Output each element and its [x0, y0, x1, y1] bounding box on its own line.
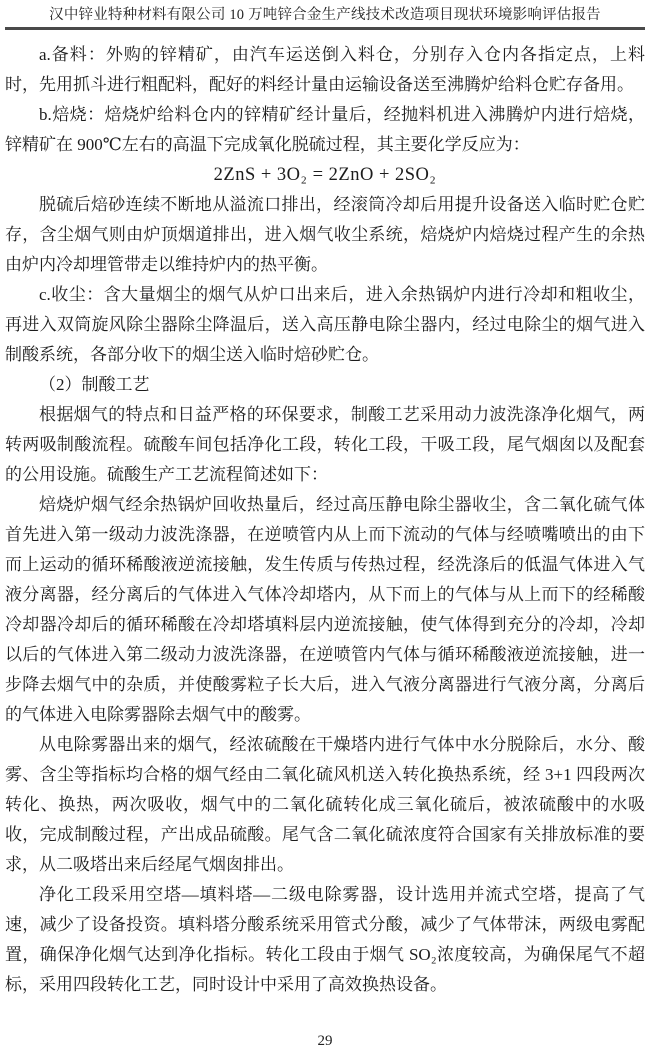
- paragraph-b-roasting: b.焙烧：焙烧炉给料仓内的锌精矿经计量后，经抛料机进入沸腾炉内进行焙烧，锌精矿在 900℃左右的高温下完成氧化脱硫过程，其主要化学反应为：: [5, 105, 645, 154]
- chemical-equation: 2ZnS + 3O₂ = 2ZnO + 2SO₂: [213, 165, 437, 185]
- paragraph-a-material-preparation: a.备料：外购的锌精矿，由汽车运送倒入料仓，分别存入仓内各指定点，上料时，先用抓斗进行粗配料，配好的料经计量由运输设备送至沸腾炉给料仓贮存备用。: [5, 45, 645, 94]
- section-heading-acid-making-process: （2）制酸工艺: [39, 375, 150, 394]
- report-header-title: 汉中锌业特种材料有限公司 10 万吨锌合金生产线技术改造项目现状环境影响评估报告: [49, 7, 601, 23]
- paragraph-conversion-absorption: 从电除雾器出来的烟气，经浓硫酸在干燥塔内进行气体中水分脱除后，水分、酸雾、含尘等指标均合格的烟气经由二氧化硫风机送入转化换热系统，经 3+1 四段两次转化、换热，两次吸收，烟气中的二氧化硫转化成三氧化硫后，被浓硫酸中的水吸收，完成制酸过程，产出成品硫酸。尾气含二氧化硫浓度符合国家有关排放标准的要求，从二吸塔出来后经尾气烟囱排出。: [5, 735, 645, 874]
- document-body: [5, 30, 645, 1000]
- paragraph-c-dust-collection: c.收尘：含大量烟尘的烟气从炉口出来后，进入余热锅炉内进行冷却和粗收尘，再进入双筒旋风除尘器除尘降温后，送入高压静电除尘器内，经过电除尘的烟气进入制酸系统，各部分收下的烟尘送入临时焙砂贮仓。: [5, 285, 645, 364]
- paragraph-desulfurized-calcine: 脱硫后焙砂连续不断地从溢流口排出，经滚筒冷却后用提升设备送入临时贮仓贮存，含尘烟气则由炉顶烟道排出，进入烟气收尘系统，焙烧炉内焙烧过程产生的余热由炉内冷却埋管带走以维持炉内的热平衡。: [5, 195, 645, 274]
- paragraph-purification-design: 净化工段采用空塔—填料塔—二级电除雾器，设计选用并流式空塔，提高了气速，减少了设备投资。填料塔分酸系统采用管式分酸，减少了气体带沫，两级电雾配置，确保净化烟气达到净化指标。转化工段由于烟气 SO₂浓度较高，为确保尾气不超标，采用四段转化工艺，同时设计中采用了高效换热设备。: [5, 885, 645, 994]
- page-number: 29: [317, 1033, 333, 1049]
- paragraph-acid-process-overview: 根据烟气的特点和日益严格的环保要求，制酸工艺采用动力波洗涤净化烟气，两转两吸制酸流程。硫酸车间包括净化工段，转化工段，干吸工段，尾气烟囱以及配套的公用设施。硫酸生产工艺流程简述如下：: [5, 405, 645, 484]
- paragraph-purification-stage-flow: 焙烧炉烟气经余热锅炉回收热量后，经过高压静电除尘器收尘，含二氧化硫气体首先进入第一级动力波洗涤器，在逆喷管内从上而下流动的气体与经喷嘴喷出的由下而上运动的循环稀酸液逆流接触，发生传质与传热过程，经洗涤后的低温气体进入气液分离器，经分离后的气体进入气体冷却塔内，从下而上的气体与从上而下的经稀酸冷却器冷却后的循环稀酸在冷却塔填料层内逆流接触，使气体得到充分的冷却，冷却以后的气体进入第二级动力波洗涤器，在逆喷管内气体与循环稀酸液逆流接触，进一步降去烟气中的杂质，并使酸雾粒子长大后，进入气液分离器进行气液分离，分离后的气体进入电除雾器除去烟气中的酸雾。: [5, 495, 645, 724]
